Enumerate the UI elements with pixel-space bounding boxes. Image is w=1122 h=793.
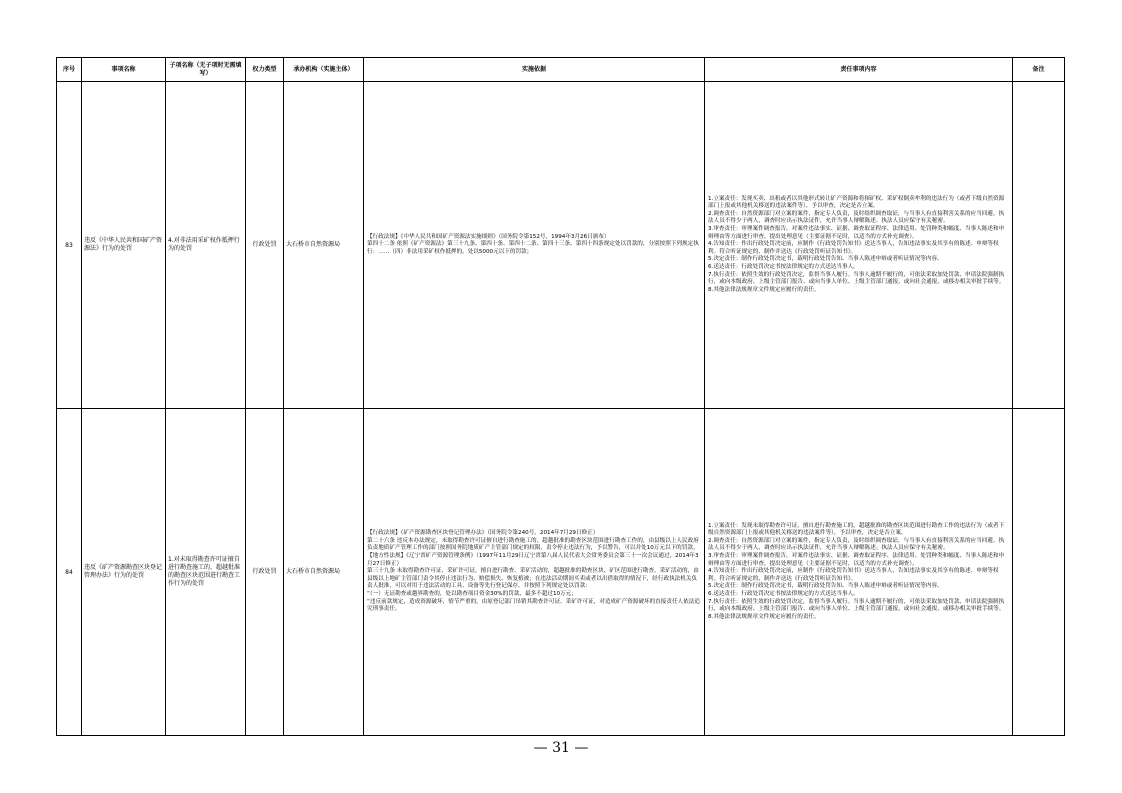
row-basis [364,409,705,736]
responsibility-item: 4.告知责任：作出行政处罚决定前，应制作《行政处罚告知书》送达当事人，告知违法事实及其享有的陈述、申辩等权利。符合听证规定的，制作并送达《行政处罚听证告知书》。 [708,568,999,582]
header-responsibility: 责任事项内容 [705,58,1013,82]
responsibility-item: 1.立案责任：发现未取得勘查许可证，擅自进行勘查施工的，超越批准的勘查区块范围进行勘查工作的违法行为（或者下级自然资源部门上报或其他机关移送的违法案件等），予以审查，决定是否立案。 [708,522,1005,537]
basis-paragraph: 【地方性法规】《辽宁省矿产资源管理条例》（1997年11月29日辽宁省第八届人民代表大会常务委员会第三十一次会议通过，2014年3月27日修正） [367,553,699,567]
responsibility-item: 6.送达责任：行政处罚决定书按法律规定的方式送达当事人。 [708,263,859,270]
row-basis [364,82,705,409]
header-remarks: 备注 [1013,58,1065,82]
responsibility-item: 4.告知责任：作出行政处罚决定前，应制作《行政处罚告知书》送达当事人，告知违法事实及其享有的陈述、申辩等权利。符合听证规定的，制作并送达《行政处罚听证告知书》。 [708,241,999,255]
basis-paragraph: 第四十二条 依照《矿产资源法》第三十九条、第四十条、第四十二条、第四十三条、第四十四条规定处以罚款的，分别按照下列规定执行：……（四）非法用采矿权作抵押的，处以5000元以下的罚款； [367,241,699,255]
basis-paragraph: 【行政法规】《矿产资源勘查区块登记管理办法》（国务院令第240号，2014年7月29日修正） [367,530,599,537]
responsibility-item: 8.其他法律法规规章文件规定应履行的责任。 [708,613,820,620]
responsibility-item: 6.送达责任：行政处罚决定书按法律规定的方式送达当事人。 [708,590,859,597]
row-sub-item: 4.对非法用采矿权作抵押行为的处罚 [166,82,246,409]
basis-paragraph: 第三十九条 未取得勘查许可证、采矿许可证，擅自进行勘查、采矿活动的，超越批准的勘查区块、矿区范围进行勘查、采矿活动的，由县级以上地矿主管部门责令其停止违法行为、赔偿损失、恢复植被；在违法活动期间买卖或者以出借取得的情况下，经行政执法机关负责人批准，可以对用于违法活动的工具、设备等先行登记保存，并按照下列规定处以罚款： [367,568,699,590]
table-row [57,82,1065,409]
responsibility-item: 7.执行责任：依照生效的行政处罚决定，监督当事人履行。当事人逾期不履行的，可依法采取加处罚款、申请法院强制执行，或向本级政府、上级主管部门报告、或向当事人单位、上级主管部门通报，或向社会通报，或移办相关审批手续等。 [708,271,1005,286]
header-power-type: 权力类型 [246,58,284,82]
header-seq: 序号 [57,58,82,82]
row-sub-item: 1.对未取得勘查许可证擅自进行勘查施工的、超越批准的勘查区块范围进行勘查工作行为的处罚 [166,409,246,736]
responsibility-item: 7.执行责任：依照生效的行政处罚决定，监督当事人履行。当事人逾期不履行的，可依法采取加处罚款、申请法院强制执行，或向本级政府、上级主管部门报告、或向当事人单位、上级主管部门通报，或向社会通报，或移办相关审批手续等。 [708,598,1005,613]
row-responsibility [705,409,1013,736]
responsibility-item: 1.立案责任：发现买卖、出租或者以其他形式转让矿产资源和将探矿权、采矿权倒卖牟利的违法行为（或者下级自然资源部门上报或其他机关移送的违法案件等），予以审查，决定是否立案。 [708,195,1005,210]
row-seq: 84 [57,409,82,736]
table-row [57,409,1065,736]
basis-paragraph: 第二十六条 违反本办法规定，未取得勘查许可证擅自进行勘查施工的，超越批准的勘查区块范围进行勘查工作的，由县级以上人民政府负责地质矿产管理工作的部门按照国务院地质矿产主管部门规定的权限，责令停止违法行为，予以警告，可以并处10万元以下的罚款。 [367,537,699,552]
row-agency: 大石桥市自然资源局 [284,409,364,736]
basis-paragraph: “违反前款规定，造成资源破坏，情节严重的，由原登记部门吊销其勘查许可证、采矿许可证，对造成矿产资源破坏的直接责任人依法追究刑事责任。 [367,598,700,613]
page-number: — 31 — [533,740,589,756]
row-power-type: 行政处罚 [246,82,284,409]
header-item-name: 事项名称 [82,58,166,82]
row-item-name: 违反《中华人民共和国矿产资源法》行为的处罚 [82,82,166,409]
row-power-type: 行政处罚 [246,409,284,736]
row-remarks [1013,82,1065,409]
row-remarks [1013,409,1065,736]
responsibility-item: 3.审查责任：审理案件调查报告，对案件违法事实、证据、调查取证程序、法律适用、处罚种类和幅度、当事人陈述和申辩理由等方面进行审查，提出处理意见（主要证据不足时，以适当的方式补充调查）。 [708,226,1005,240]
row-item-name: 违反《矿产资源勘查区块登记管理办法》行为的处罚 [82,409,166,736]
row-responsibility [705,82,1013,409]
header-sub-item: 子项名称（无子项时无需填写） [166,58,246,82]
table-header-row [57,58,1065,82]
responsibility-item: 2.调查责任：自然资源部门对立案的案件，指定专人负责，及时组织调查取证，与当事人有直接利害关系的应当回避。执法人员不得少于两人，调查时应出示执法证件，允许当事人辩解陈述。执法人员应保守有关秘密。 [708,537,1005,552]
header-agency: 承办机构（实施主体） [284,58,364,82]
responsibility-item: 5.决定责任：制作行政处罚决定书，载明行政处罚告知、当事人陈述申辩或者听证情况等内容。 [708,583,943,590]
row-agency: 大石桥市自然资源局 [284,82,364,409]
basis-paragraph: 【行政法规】《中华人民共和国矿产资源法实施细则》（国务院令第152号，1994年3月26日颁布） [367,233,610,240]
basis-paragraph: “（一）无证勘查或越界勘查的，处以勘查项目资金30%的罚款，最多不超过10万元； [367,590,577,597]
responsibility-item: 3.审查责任：审理案件调查报告，对案件违法事实、证据、调查取证程序、法律适用、处罚种类和幅度、当事人陈述和申辩理由等方面进行审查，提出处理意见（主要证据不足时，以适当的方式补充调查）。 [708,553,1005,567]
responsibility-item: 2.调查责任：自然资源部门对立案的案件，指定专人负责，及时组织调查取证，与当事人有直接利害关系的应当回避。执法人员不得少于两人，调查时应出示执法证件，允许当事人辩解陈述。执法人员应保守有关秘密。 [708,210,1005,225]
power-list-table [56,57,1065,736]
responsibility-item: 5.决定责任：制作行政处罚决定书，载明行政处罚告知、当事人陈述申辩或者听证情况等内容。 [708,256,943,263]
header-basis: 实施依据 [364,58,705,82]
responsibility-item: 8.其他法律法规规章文件规定应履行的责任。 [708,286,820,293]
row-seq: 83 [57,82,82,409]
